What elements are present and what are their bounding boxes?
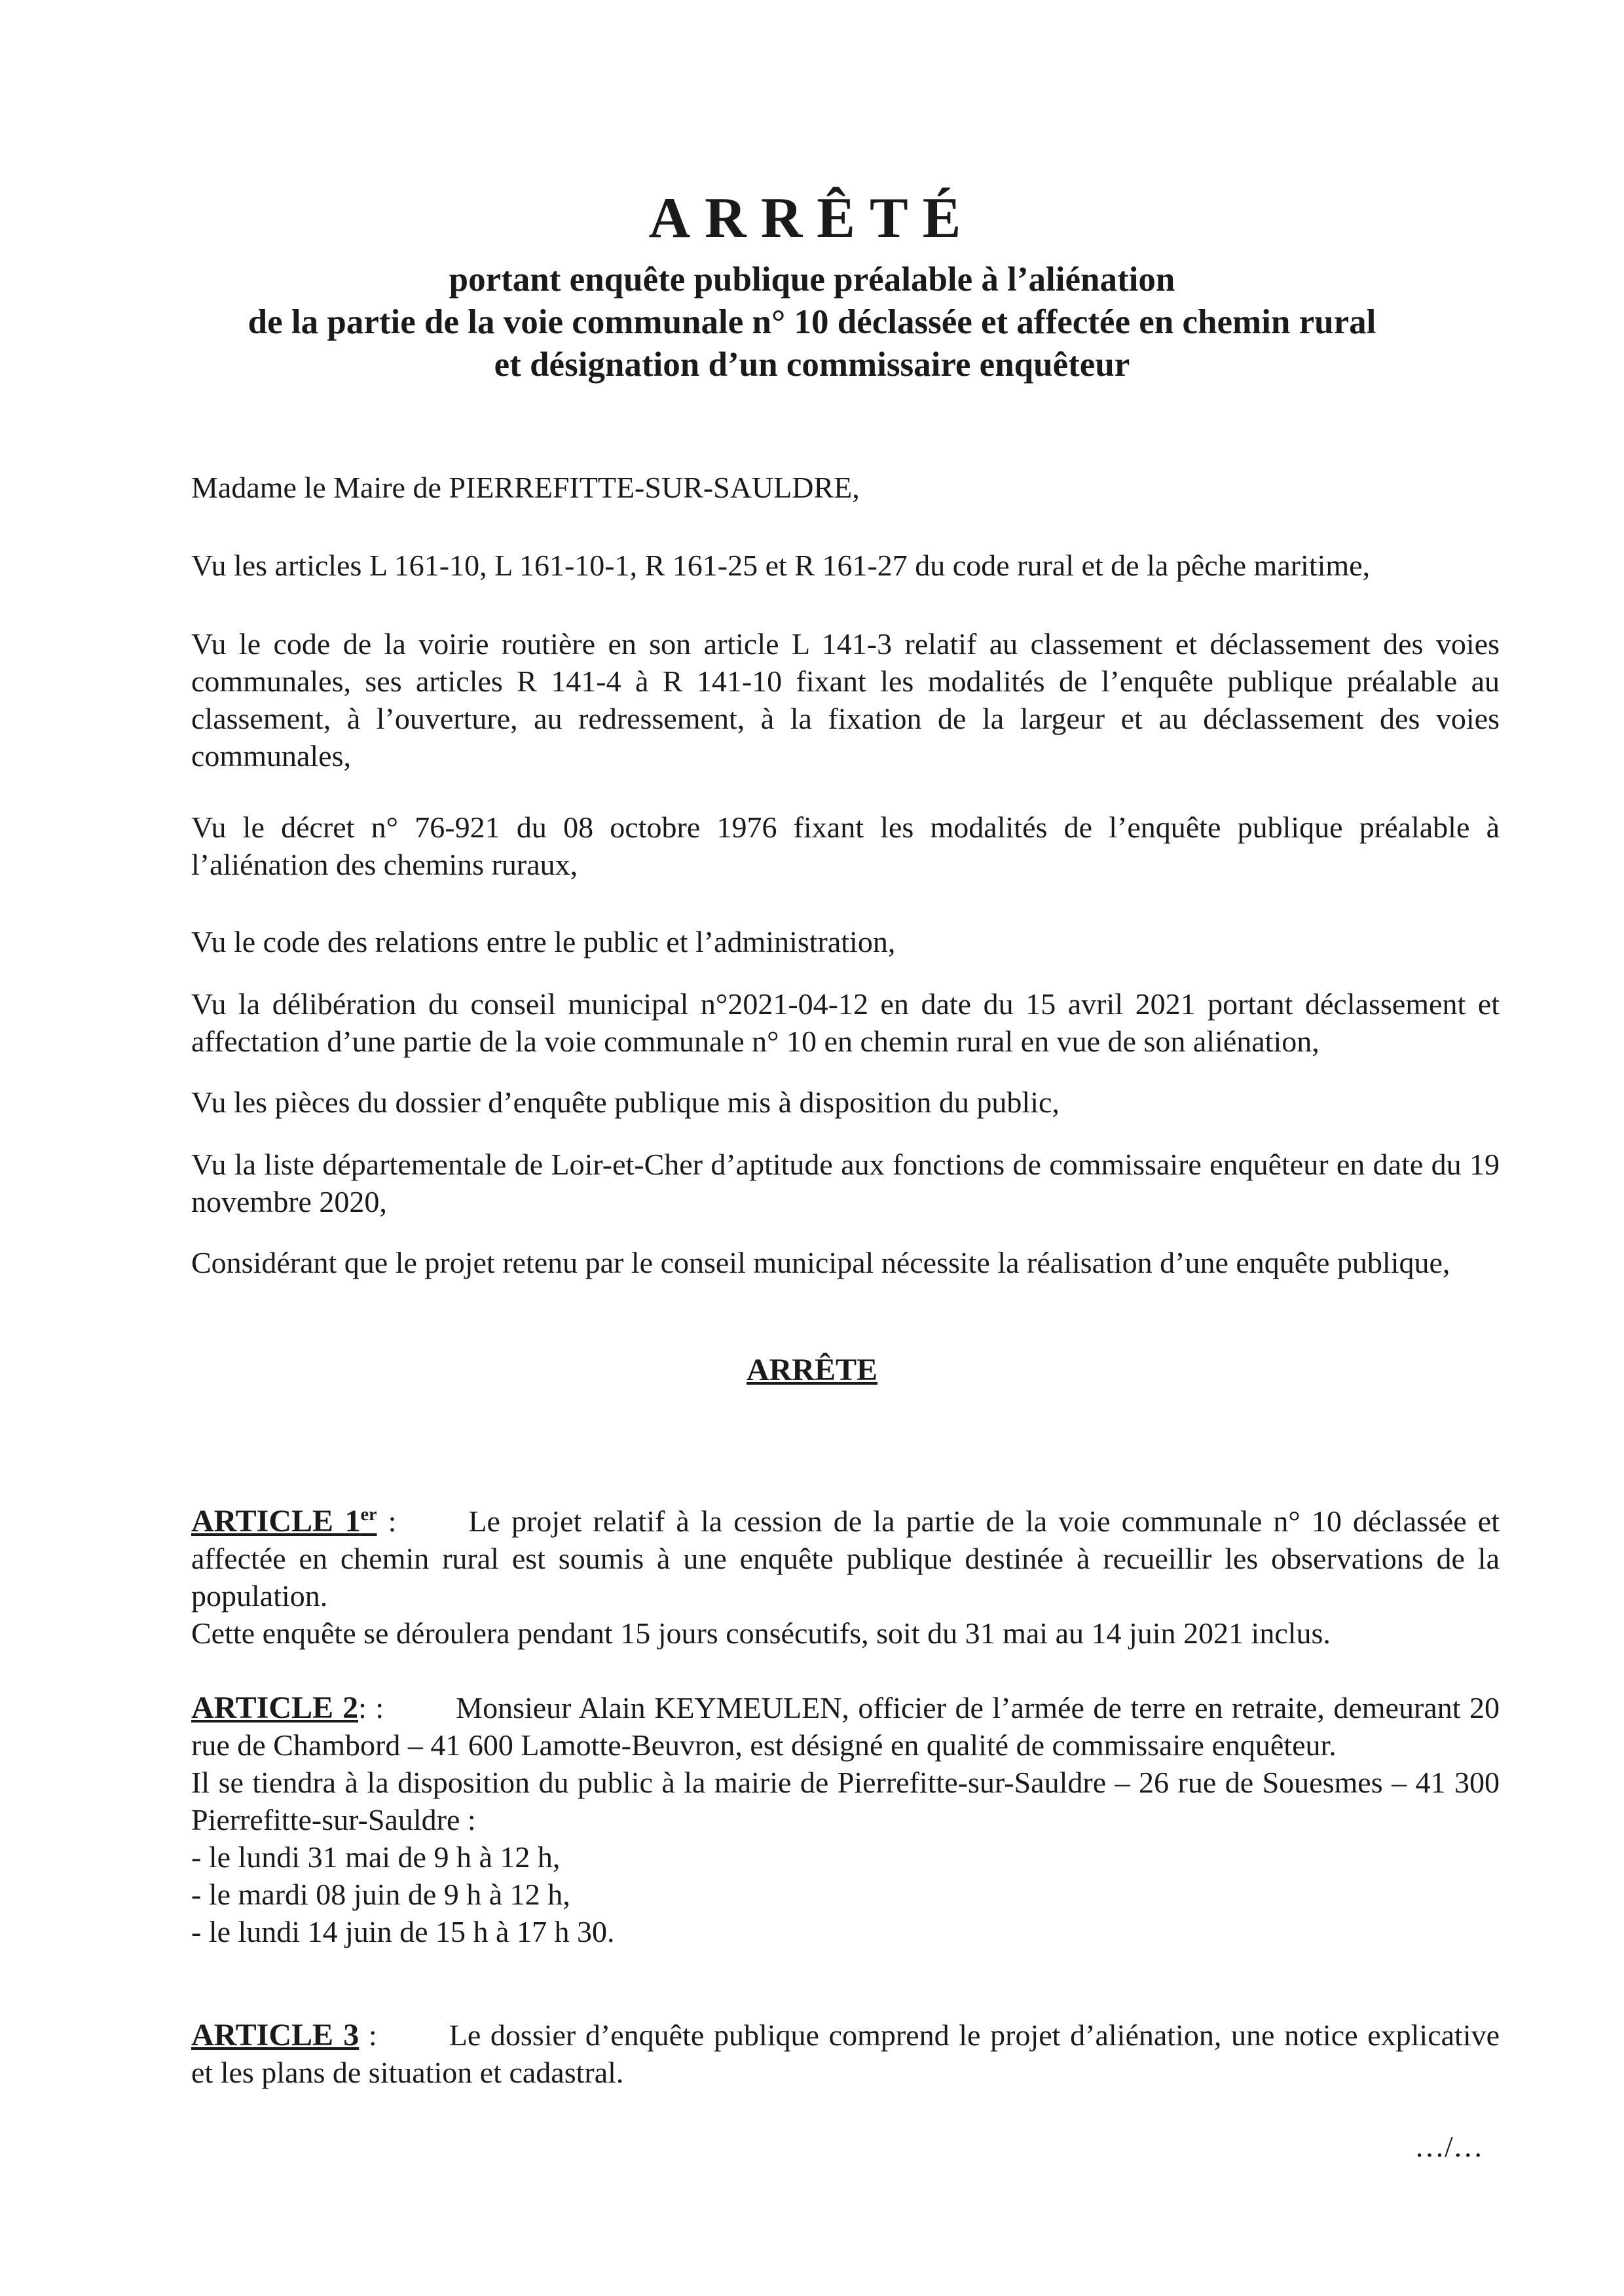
visa-paragraph: Considérant que le projet retenu par le conseil municipal nécessite la réalisation d’une enquête publique, (191, 1246, 1450, 1279)
subtitle-line: portant enquête publique préalable à l’aliénation (449, 261, 1175, 299)
authority-line: Madame le Maire de PIERREFITTE-SUR-SAULDRE, (191, 471, 860, 504)
visa-paragraph: Vu les pièces du dossier d’enquête publique mis à disposition du public, (191, 1085, 1060, 1119)
article-label: ARTICLE 1er (191, 1504, 377, 1539)
article-2: ARTICLE 2: : Monsieur Alain KEYMEULEN, officier de l’armée de terre en retraite, demeurant 20 rue de Chambord – 41 600 Lamotte-Beuvron, est désigné en qualité de commissaire enquêteur. Il se tiendra à la disposition du public à la mairie de Pierrefitte-sur-Sauldre – 26 rue de Souesmes – 41 300 Pierrefitte-sur-Sauldre : - le lundi 31 mai de 9 h à 12 h, - le mardi 08 juin de 9 h à 12 h, - le lundi 14 juin de 15 h à 17 h 30. (191, 1689, 1500, 1950)
visa-paragraph: Vu la délibération du conseil municipal n°2021-04-12 en date du 15 avril 2021 portant déclassement et affectation d’une partie de la voie communale n° 10 en chemin rural en vue de son aliénation, (191, 987, 1500, 1058)
article-label: ARTICLE 3 (191, 2018, 360, 2052)
visa-paragraph: Vu le code des relations entre le public et l’administration, (191, 925, 896, 958)
subtitle-line: de la partie de la voie communale n° 10 déclassée et affectée en chemin rural (248, 303, 1376, 341)
decision-heading: ARRÊTE (746, 1353, 878, 1387)
page-continuation-mark: …/… (1414, 2130, 1483, 2163)
schedule-item: - le mardi 08 juin de 9 h à 12 h, (191, 1878, 570, 1911)
visa-paragraph: Vu le code de la voirie routière en son article L 141-3 relatif au classement et déclassement des voies communales, ses articles R 141-4 à R 141-10 fixant les modalités de l’enquête publique préalable au classement, à l’ouverture, au redressement, à la fixation de la largeur et au déclassement des voies communales, (191, 627, 1500, 773)
visa-paragraph: Vu le décret n° 76-921 du 08 octobre 1976 fixant les modalités de l’enquête publique préalable à l’aliénation des chemins ruraux, (191, 811, 1500, 881)
schedule-item: - le lundi 31 mai de 9 h à 12 h, (191, 1840, 561, 1874)
visa-paragraph: Vu la liste départementale de Loir-et-Cher d’aptitude aux fonctions de commissaire enquêteur en date du 19 novembre 2020, (191, 1148, 1500, 1218)
schedule-item: - le lundi 14 juin de 15 h à 17 h 30. (191, 1915, 615, 1948)
visa-paragraph: Vu les articles L 161-10, L 161-10-1, R 161-25 et R 161-27 du code rural et de la pêche maritime, (191, 549, 1371, 582)
article-1: ARTICLE 1er : Le projet relatif à la cession de la partie de la voie communale n° 10 déclassée et affectée en chemin rural est soumis à une enquête publique destinée à recueillir les observations de la population. Cette enquête se déroulera pendant 15 jours consécutifs, soit du 31 mai au 14 juin 2021 inclus. (191, 1503, 1500, 1652)
article-text: Le dossier d’enquête publique comprend le projet d’aliénation, une notice explicative et les plans de situation et cadastral. (191, 2018, 1500, 2089)
article-text: Monsieur Alain KEYMEULEN, officier de l’armée de terre en retraite, demeurant 20 rue de Chambord – 41 600 Lamotte-Beuvron, est désigné en qualité de commissaire enquêteur. (191, 1691, 1500, 1762)
article-3: ARTICLE 3 : Le dossier d’enquête publique comprend le projet d’aliénation, une notice explicative et les plans de situation et cadastral. (191, 2018, 1500, 2089)
document-title: ARRÊTÉ (648, 187, 976, 250)
article-text: Le projet relatif à la cession de la partie de la voie communale n° 10 déclassée et affectée en chemin rural est soumis à une enquête publique destinée à recueillir les observations de la population. (191, 1504, 1500, 1613)
subtitle-line: et désignation d’un commissaire enquêteur (494, 346, 1130, 384)
article-label: ARTICLE 2 (191, 1690, 359, 1725)
article-text: Cette enquête se déroulera pendant 15 jours consécutifs, soit du 31 mai au 14 juin 2021 inclus. (191, 1616, 1331, 1650)
document-subtitle (0, 259, 1624, 386)
article-text: Il se tiendra à la disposition du public à la mairie de Pierrefitte-sur-Sauldre – 26 rue de Souesmes – 41 300 Pierrefitte-sur-Sauldre : (191, 1766, 1500, 1836)
